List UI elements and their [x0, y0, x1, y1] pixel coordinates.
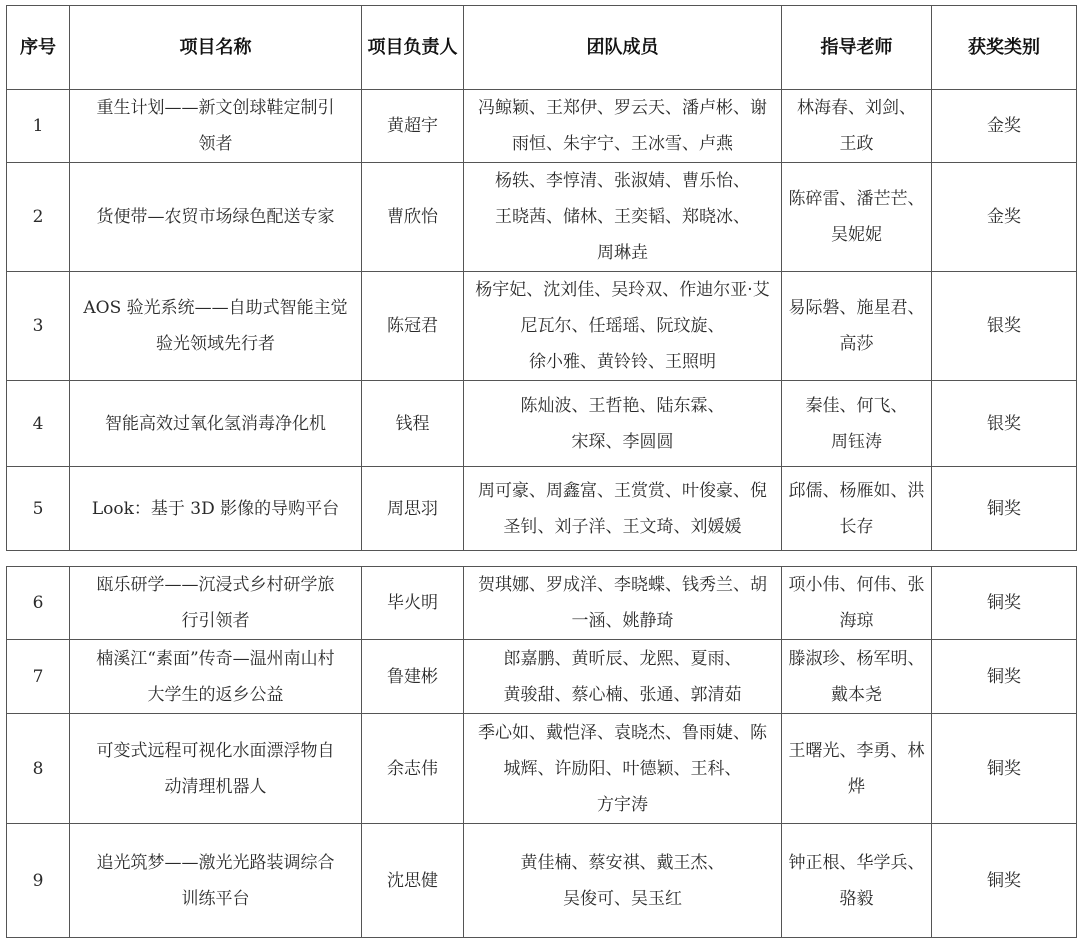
header-award: 获奖类别: [932, 6, 1077, 90]
cell-members-line: 杨轶、李惇清、张淑婧、曹乐怡、: [495, 171, 750, 191]
cell-members-line: 周琳垚: [597, 243, 648, 263]
cell-name: [70, 163, 362, 272]
cell-advisors-line: 项小伟、何伟、张: [788, 575, 925, 595]
cell-leader: 黄超宇: [362, 90, 464, 163]
cell-award: 铜奖: [932, 824, 1077, 938]
cell-advisors-line: 滕淑珍、杨军明、: [788, 648, 925, 669]
cell-advisors-line: 烨: [848, 776, 865, 797]
cell-leader: 沈思健: [362, 824, 464, 938]
cell-name-line: 验光领域先行者: [156, 334, 275, 354]
cell-award: 银奖: [932, 272, 1077, 381]
cell-name: [70, 640, 362, 714]
cell-advisors-line: 王曙光、李勇、林: [788, 740, 925, 761]
header-project-name: 项目名称: [70, 6, 362, 90]
cell-name-line: Look：基于 3D 影像的导购平台: [91, 498, 340, 519]
cell-name-line: 楠溪江“素面”传奇—温州南山村: [96, 648, 335, 669]
cell-name: [70, 714, 362, 824]
cell-advisors: [782, 824, 932, 938]
cell-advisors: [782, 272, 932, 381]
cell-members-line: 宋琛、李圆圆: [571, 431, 674, 452]
cell-leader: 余志伟: [362, 714, 464, 824]
cell-members-line: 黄骏甜、蔡心楠、张通、郭清茹: [503, 684, 742, 705]
cell-advisors-line: 林海春、刘剑、: [797, 98, 916, 118]
cell-members-line: 雨恒、朱宇宁、王冰雪、卢燕: [512, 134, 733, 154]
cell-name-line: 训练平台: [181, 888, 250, 909]
cell-award: 铜奖: [932, 640, 1077, 714]
cell-advisors: [782, 714, 932, 824]
cell-name-line: 行引领者: [181, 611, 250, 631]
header-advisors: 指导老师: [782, 6, 932, 90]
cell-advisors-line: 海琼: [839, 611, 874, 631]
cell-name: [70, 467, 362, 551]
cell-members-line: 陈灿波、王哲艳、陆东霖、: [520, 395, 725, 416]
cell-advisors-line: 吴妮妮: [831, 225, 882, 245]
cell-award: 铜奖: [932, 567, 1077, 640]
cell-leader: 陈冠君: [362, 272, 464, 381]
cell-name-line: 智能高效过氧化氢消毒净化机: [105, 413, 326, 434]
cell-members-line: 一涵、姚静琦: [571, 611, 674, 631]
cell-no: 6: [7, 567, 70, 640]
cell-advisors-line: 骆毅: [839, 888, 874, 909]
cell-name: [70, 824, 362, 938]
cell-members: [464, 567, 782, 640]
cell-name-line: 瓯乐研学——沉浸式乡村研学旅: [96, 575, 335, 595]
cell-advisors-line: 周钰涛: [831, 431, 882, 452]
cell-no: 5: [7, 467, 70, 551]
cell-members-line: 方宇涛: [597, 794, 648, 815]
cell-name-line: 动清理机器人: [164, 776, 267, 797]
table-row: [7, 381, 1077, 467]
cell-name-line: 可变式远程可视化水面漂浮物自: [96, 740, 335, 761]
cell-no: 4: [7, 381, 70, 467]
awards-table-part-2: [6, 566, 1077, 938]
cell-advisors-line: 邱儒、杨雁如、洪: [788, 480, 925, 501]
cell-award: 金奖: [932, 90, 1077, 163]
cell-leader: 钱程: [362, 381, 464, 467]
cell-leader: 曹欣怡: [362, 163, 464, 272]
cell-members-line: 城辉、许励阳、叶德颖、王科、: [503, 758, 742, 779]
cell-members: [464, 90, 782, 163]
cell-advisors: [782, 467, 932, 551]
cell-award: 银奖: [932, 381, 1077, 467]
cell-members-line: 吴俊可、吴玉红: [563, 888, 682, 909]
cell-no: 8: [7, 714, 70, 824]
table-row: [7, 714, 1077, 824]
cell-members: [464, 824, 782, 938]
cell-name: [70, 381, 362, 467]
cell-no: 1: [7, 90, 70, 163]
table-row: [7, 163, 1077, 272]
cell-name-line: 货便带—农贸市场绿色配送专家: [96, 207, 335, 227]
table-row: [7, 567, 1077, 640]
header-members: 团队成员: [464, 6, 782, 90]
cell-advisors-line: 易际磐、施星君、: [788, 298, 925, 318]
cell-advisors: [782, 640, 932, 714]
header-leader: 项目负责人: [362, 6, 464, 90]
cell-members: [464, 381, 782, 467]
cell-leader: 鲁建彬: [362, 640, 464, 714]
cell-members-line: 季心如、戴恺泽、袁晓杰、鲁雨婕、陈: [478, 722, 767, 743]
cell-name: [70, 567, 362, 640]
cell-advisors: [782, 381, 932, 467]
cell-members-line: 贺琪娜、罗成洋、李晓蝶、钱秀兰、胡: [478, 575, 767, 595]
cell-advisors-line: 高莎: [839, 334, 874, 354]
cell-advisors-line: 长存: [839, 516, 874, 537]
cell-no: 7: [7, 640, 70, 714]
cell-advisors: [782, 163, 932, 272]
header-row: [7, 6, 1077, 90]
cell-members-line: 徐小雅、黄铃铃、王照明: [529, 352, 716, 372]
table-row: [7, 467, 1077, 551]
cell-name-line: 大学生的返乡公益: [147, 684, 284, 705]
cell-advisors-line: 陈碎雷、潘芒芒、: [788, 189, 925, 209]
cell-name: [70, 272, 362, 381]
cell-members: [464, 272, 782, 381]
cell-name-line: 追光筑梦——激光光路装调综合: [96, 852, 335, 873]
cell-no: 3: [7, 272, 70, 381]
cell-advisors-line: 戴本尧: [831, 684, 882, 705]
cell-advisors-line: 钟正根、华学兵、: [788, 852, 925, 873]
cell-members: [464, 467, 782, 551]
cell-members: [464, 714, 782, 824]
awards-table-part-1: [6, 5, 1077, 551]
cell-members: [464, 163, 782, 272]
table-row: [7, 824, 1077, 938]
cell-name-line: 领者: [198, 134, 233, 154]
cell-no: 9: [7, 824, 70, 938]
header-no: 序号: [7, 6, 70, 90]
cell-award: 金奖: [932, 163, 1077, 272]
cell-members-line: 冯鲸颖、王郑伊、罗云天、潘卢彬、谢: [478, 98, 767, 118]
cell-advisors: [782, 567, 932, 640]
cell-members-line: 周可豪、周鑫富、王赏赏、叶俊豪、倪: [478, 480, 767, 501]
table-row: [7, 272, 1077, 381]
cell-name-line: 重生计划——新文创球鞋定制引: [96, 98, 335, 118]
cell-members: [464, 640, 782, 714]
cell-advisors-line: 王政: [839, 134, 874, 154]
cell-name: [70, 90, 362, 163]
cell-leader: 周思羽: [362, 467, 464, 551]
cell-award: 铜奖: [932, 714, 1077, 824]
cell-name-line: AOS 验光系统——自助式智能主觉: [83, 298, 348, 318]
cell-members-line: 黄佳楠、蔡安祺、戴王杰、: [520, 852, 725, 873]
cell-members-line: 尼瓦尔、任瑶瑶、阮玟旋、: [520, 316, 725, 336]
cell-members-line: 王晓茜、储林、王奕韬、郑晓冰、: [495, 207, 750, 227]
cell-leader: 毕火明: [362, 567, 464, 640]
cell-advisors: [782, 90, 932, 163]
table-row: [7, 90, 1077, 163]
table-row: [7, 640, 1077, 714]
cell-members-line: 郎嘉鹏、黄昕辰、龙熙、夏雨、: [503, 648, 742, 669]
cell-members-line: 圣钊、刘子洋、王文琦、刘媛媛: [503, 516, 742, 537]
cell-no: 2: [7, 163, 70, 272]
cell-members-line: 杨宇妃、沈刘佳、吴玲双、作迪尔亚·艾: [475, 280, 770, 300]
cell-award: 铜奖: [932, 467, 1077, 551]
cell-advisors-line: 秦佳、何飞、: [805, 395, 908, 416]
